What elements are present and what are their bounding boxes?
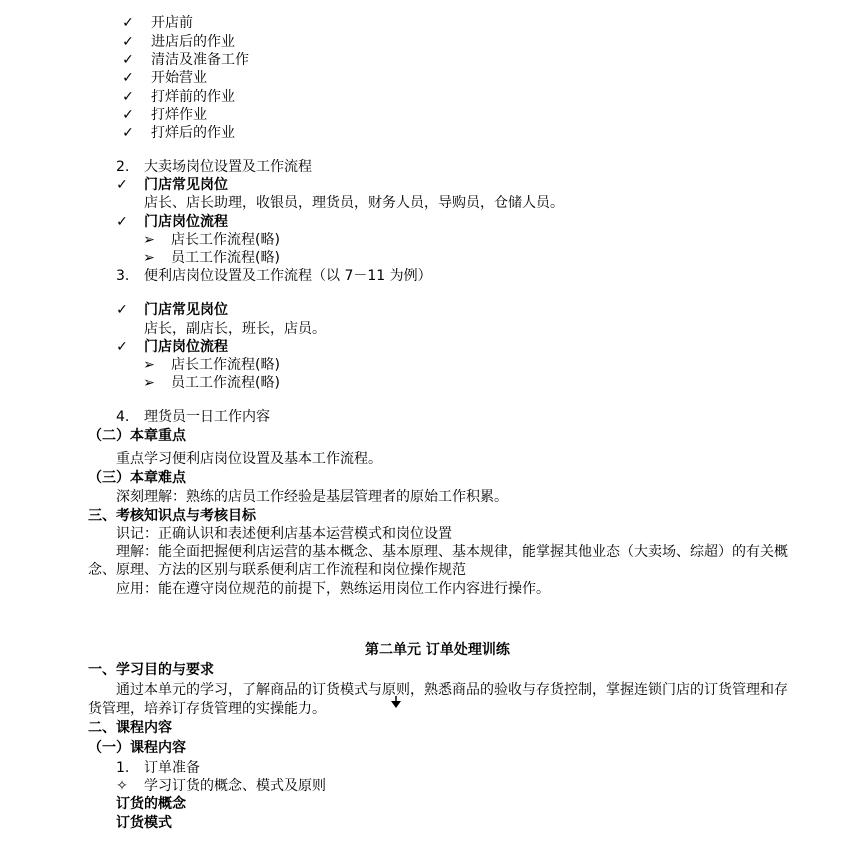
content-subheading: （一）课程内容 xyxy=(88,740,186,756)
checklist-item: 开店前 xyxy=(151,15,193,31)
unit-2-title: 第二单元 订单处理训练 xyxy=(365,642,510,658)
section-3-posts-text: 店长，副店长，班长，店员。 xyxy=(144,321,326,337)
order-mode-label: 订货模式 xyxy=(116,815,172,831)
checklist-item: 清洁及准备工作 xyxy=(151,52,249,68)
checkmark-icon: ✓ xyxy=(122,125,134,141)
section-3-title: 便利店岗位设置及工作流程（以 7－11 为例） xyxy=(144,268,432,284)
section-4-number: 4. xyxy=(116,409,130,425)
section-3-flow-staff: 员工工作流程(略) xyxy=(171,375,280,391)
checkmark-icon: ✓ xyxy=(116,177,128,193)
section-3-number: 3. xyxy=(116,268,130,284)
checkmark-icon: ✓ xyxy=(122,34,134,50)
exam-heading: 三、考核知识点与考核目标 xyxy=(88,508,256,524)
arrow-bullet-icon: ➢ xyxy=(143,232,155,248)
checklist-item: 打烊作业 xyxy=(151,107,207,123)
difficulties-text: 深刻理解：熟练的店员工作经验是基层管理者的原始工作积累。 xyxy=(116,489,508,505)
checkmark-icon: ✓ xyxy=(122,15,134,31)
diamond-item-text: 学习订货的概念、模式及原则 xyxy=(144,778,326,794)
section-4-title: 理货员一日工作内容 xyxy=(144,409,270,425)
checklist-item: 打烊后的作业 xyxy=(151,125,235,141)
content-heading: 二、课程内容 xyxy=(88,720,172,736)
checklist-item: 打烊前的作业 xyxy=(151,89,235,105)
item-1-number: 1. xyxy=(116,760,130,776)
key-points-text: 重点学习便利店岗位设置及基本工作流程。 xyxy=(116,451,382,467)
arrow-bullet-icon: ➢ xyxy=(143,250,155,266)
checklist-item: 进店后的作业 xyxy=(151,34,235,50)
order-concept-label: 订货的概念 xyxy=(116,796,186,812)
exam-understand-line1: 理解：能全面把握便利店运营的基本概念、基本原理、基本规律，能掌握其他业态（大卖场、综超）的有关概 xyxy=(116,544,788,560)
section-2-flow-staff: 员工工作流程(略) xyxy=(171,250,280,266)
section-2-title: 大卖场岗位设置及工作流程 xyxy=(144,159,312,175)
checkmark-icon: ✓ xyxy=(122,70,134,86)
section-3-heading-flow: 门店岗位流程 xyxy=(144,339,228,355)
arrow-bullet-icon: ➢ xyxy=(143,357,155,373)
section-3-heading-posts: 门店常见岗位 xyxy=(144,302,228,318)
section-2-heading-flow: 门店岗位流程 xyxy=(144,214,228,230)
goal-heading: 一、学习目的与要求 xyxy=(88,662,214,678)
difficulties-heading: （三）本章难点 xyxy=(88,470,186,486)
arrow-bullet-icon: ➢ xyxy=(143,375,155,391)
goal-text-line1: 通过本单元的学习，了解商品的订货模式与原则，熟悉商品的验收与存货控制，掌握连锁门店的订货管理和存 xyxy=(116,682,788,698)
checkmark-icon: ✓ xyxy=(122,52,134,68)
key-points-heading: （二）本章重点 xyxy=(88,428,186,444)
checkmark-icon: ✓ xyxy=(116,302,128,318)
checklist-item: 开始营业 xyxy=(151,70,207,86)
section-2-number: 2. xyxy=(116,159,130,175)
goal-text-line2: 货管理，培养订存货管理的实操能力。 xyxy=(88,701,326,717)
exam-apply: 应用：能在遵守岗位规范的前提下，熟练运用岗位工作内容进行操作。 xyxy=(116,581,550,597)
diamond-bullet-icon: ✧ xyxy=(116,778,128,794)
item-1-title: 订单准备 xyxy=(144,760,200,776)
checkmark-icon: ✓ xyxy=(122,107,134,123)
exam-understand-line2: 念、原理、方法的区别与联系便利店工作流程和岗位操作规范 xyxy=(88,562,466,578)
checkmark-icon: ✓ xyxy=(116,339,128,355)
section-2-posts-text: 店长、店长助理，收银员，理货员，财务人员，导购员，仓储人员。 xyxy=(144,195,564,211)
checkmark-icon: ✓ xyxy=(116,214,128,230)
exam-memorize: 识记：正确认识和表述便利店基本运营模式和岗位设置 xyxy=(116,526,452,542)
section-2-heading-posts: 门店常见岗位 xyxy=(144,177,228,193)
cursor-arrow-icon xyxy=(391,696,401,708)
section-2-flow-manager: 店长工作流程(略) xyxy=(171,232,280,248)
checkmark-icon: ✓ xyxy=(122,89,134,105)
section-3-flow-manager: 店长工作流程(略) xyxy=(171,357,280,373)
